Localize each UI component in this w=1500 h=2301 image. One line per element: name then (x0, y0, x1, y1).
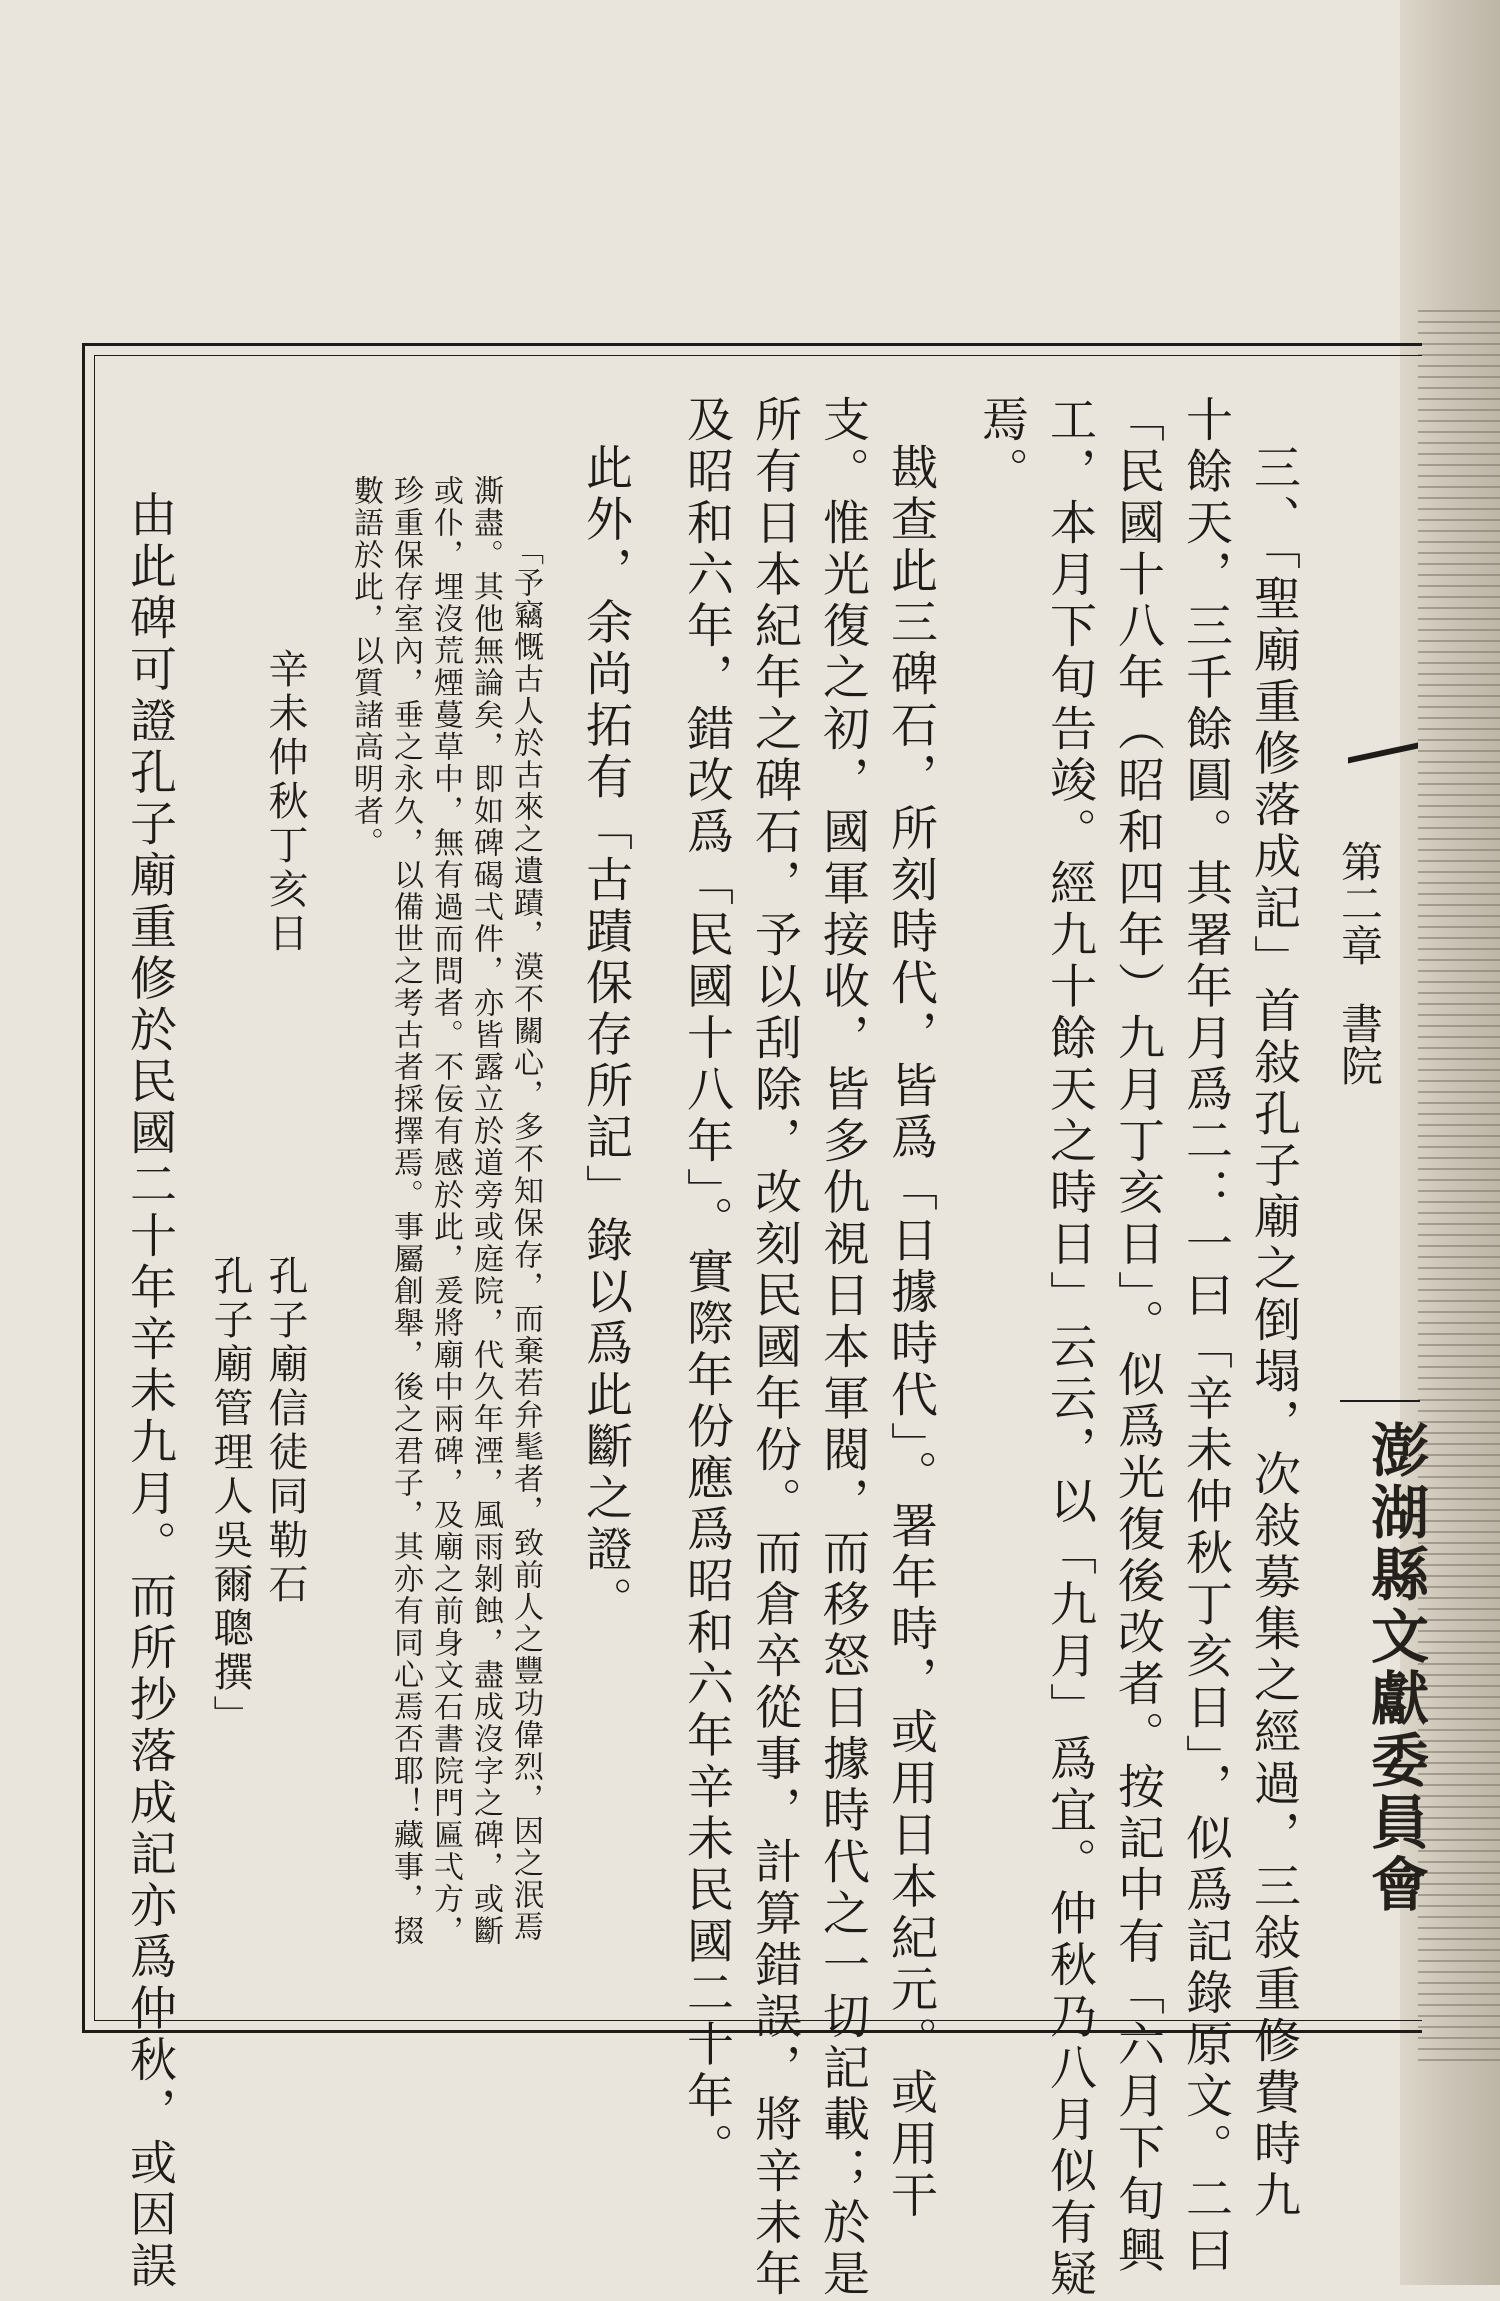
text-column: 焉。 (974, 395, 1029, 498)
page-edge-lines (1418, 310, 1500, 2040)
text-column: 及昭和六年，錯改爲「民國十八年」。實際年份應爲昭和六年辛未民國二十年。 (679, 395, 734, 2174)
quote-column: 澌盡。其他無論矣，即如碑碣弌件，亦皆露立於道旁或庭院，代久年湮，風雨剝蝕，盡成沒字之碑，或斷 (468, 475, 503, 1947)
date-line: 辛未仲秋丁亥日 (262, 648, 308, 956)
quote-column: 數語於此，以質諸高明者。 (348, 475, 383, 859)
title-rule (1340, 1400, 1420, 1402)
quote-column: 珍重保存室內，垂之永久，以備世之考古者採擇焉。事屬創舉，後之君子，其亦有同心焉否耶！藏事，掇 (388, 475, 423, 1947)
quote-column: 或仆，埋沒荒煙蔓草中，無有過而問者。不佞有感於此，爰將廟中兩碑，及廟之前身文石書院門匾弌方， (428, 475, 463, 1947)
signature-line: 孔子廟信徒同勒石 (262, 1255, 308, 1607)
text-column: 三、「聖廟重修落成記」首敍孔子廟之倒塌，次敍募集之經過，三敍重修費時九 (1246, 443, 1301, 2222)
text-column: 此外，余尚拓有「古蹟保存所記」錄以爲此斷之證。 (578, 443, 633, 1628)
signature-line: 孔子廟管理人吳爾聰撰」 (207, 1255, 253, 1739)
text-column: 所有日本紀年之碑石，予以刮除，改刻民國年份。而倉卒從事，計算錯誤，將辛未年 (747, 395, 802, 2301)
publication-title: 澎湖縣文獻委員會 (1361, 1420, 1429, 1916)
text-column: 「民國十八年（昭和四年）九月丁亥日」。似爲光復後改者。按記中有「六月下旬興 (1110, 395, 1165, 2277)
text-column: 戡查此三碑石，所刻時代，皆爲「日據時代」。署年時，或用日本紀元。或用干 (883, 443, 938, 2222)
text-column: 由此碑可證孔子廟重修於民國二十年辛未九月。而所抄落成記亦爲仲秋，或因誤 (122, 490, 177, 2293)
text-column: 十餘天，三千餘圓。其署年月爲二：一曰「辛未仲秋丁亥日」，似爲記錄原文。二曰 (1178, 395, 1233, 2277)
chapter-header (1335, 840, 1384, 1086)
chapter-number: 第二章 (1335, 840, 1384, 966)
text-column: 支。惟光復之初，國軍接收，皆多仇視日本軍閥，而移怒日據時代之一切記載；於是 (815, 395, 870, 2301)
text-column: 工，本月下旬告竣。經九十餘天之時日」云云，以「九月」爲宜。仲秋乃八月似有疑 (1042, 395, 1097, 2301)
quote-column: 「予竊慨古人於古來之遺蹟，漠不關心，多不知保存，而棄若弁髦者，致前人之豐功偉烈，因之泯焉 (508, 535, 543, 1943)
section-title: 書院 (1335, 1002, 1384, 1086)
